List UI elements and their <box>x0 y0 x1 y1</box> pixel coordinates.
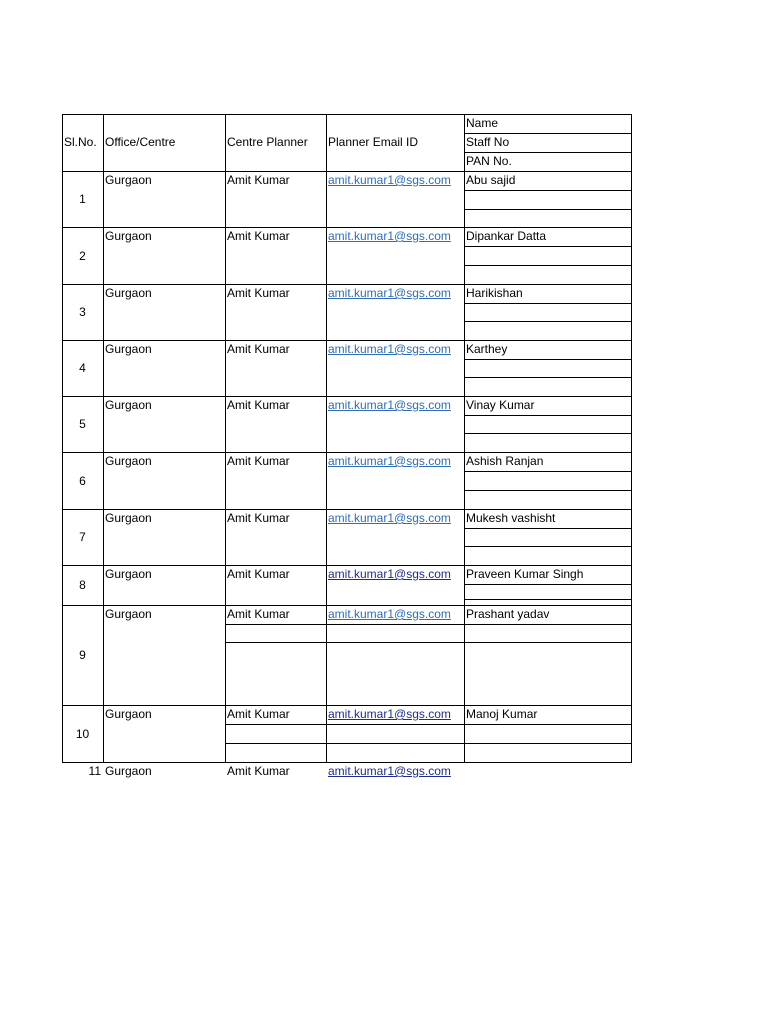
row-sub-line <box>464 642 632 643</box>
row-sub-line <box>464 471 632 472</box>
row-planner: Amit Kumar <box>227 173 290 187</box>
row-email-link[interactable]: amit.kumar1@sgs.com <box>328 173 451 187</box>
row-sl-no: 11 <box>88 764 101 778</box>
row-sub-line <box>326 624 465 625</box>
row-planner: Amit Kumar <box>227 229 290 243</box>
row-sub-line <box>464 528 632 529</box>
column-line <box>631 114 632 763</box>
header-planner: Centre Planner <box>227 135 308 149</box>
row-sub-line <box>225 724 327 725</box>
row-planner: Amit Kumar <box>227 454 290 468</box>
header-office: Office/Centre <box>105 135 176 149</box>
row-email-link[interactable]: amit.kumar1@sgs.com <box>328 707 451 721</box>
row-name: Praveen Kumar Singh <box>466 567 584 581</box>
row-planner: Amit Kumar <box>227 607 290 621</box>
row-office: Gurgaon <box>105 173 152 187</box>
row-sl-no: 7 <box>79 530 86 544</box>
row-sl-no: 9 <box>79 648 86 662</box>
row-email-link[interactable]: amit.kumar1@sgs.com <box>328 511 451 525</box>
row-name: Mukesh vashisht <box>466 511 556 525</box>
row-sub-line <box>464 743 632 744</box>
row-email-link[interactable]: amit.kumar1@sgs.com <box>328 454 451 468</box>
row-sub-line <box>464 377 632 378</box>
row-sub-line <box>464 265 632 266</box>
row-sub-line <box>225 743 327 744</box>
row-sub-line <box>225 624 327 625</box>
row-sl-no: 6 <box>79 474 86 488</box>
row-planner: Amit Kumar <box>227 764 290 778</box>
row-email-link[interactable]: amit.kumar1@sgs.com <box>328 607 451 621</box>
row-sub-line <box>464 624 632 625</box>
column-line <box>62 114 63 763</box>
row-email-link[interactable]: amit.kumar1@sgs.com <box>328 286 451 300</box>
table-bottom-line <box>62 762 632 763</box>
row-email-link[interactable]: amit.kumar1@sgs.com <box>328 229 451 243</box>
row-email-link[interactable]: amit.kumar1@sgs.com <box>328 764 451 778</box>
row-planner: Amit Kumar <box>227 511 290 525</box>
row-name: Abu sajid <box>466 173 516 187</box>
header-top-line <box>62 114 632 115</box>
row-sub-line <box>464 209 632 210</box>
row-planner: Amit Kumar <box>227 398 290 412</box>
row-sub-line <box>326 743 465 744</box>
row-sub-line <box>326 642 465 643</box>
row-sl-no: 1 <box>79 192 86 206</box>
row-email-link[interactable]: amit.kumar1@sgs.com <box>328 398 451 412</box>
header-sl-no: Sl.No. <box>64 135 97 149</box>
row-sub-line <box>326 724 465 725</box>
row-office: Gurgaon <box>105 398 152 412</box>
row-name: Ashish Ranjan <box>466 454 544 468</box>
row-planner: Amit Kumar <box>227 707 290 721</box>
row-office: Gurgaon <box>105 511 152 525</box>
column-line <box>103 114 104 763</box>
row-office: Gurgaon <box>105 342 152 356</box>
column-line <box>225 114 226 763</box>
row-sub-line <box>464 584 632 585</box>
row-sub-line <box>464 490 632 491</box>
row-sl-no: 5 <box>79 417 86 431</box>
row-name: Manoj Kumar <box>466 707 538 721</box>
row-sl-no: 2 <box>79 249 86 263</box>
row-sl-no: 3 <box>79 305 86 319</box>
row-sl-no: 8 <box>79 578 86 592</box>
row-sub-line <box>464 303 632 304</box>
row-office: Gurgaon <box>105 286 152 300</box>
row-planner: Amit Kumar <box>227 286 290 300</box>
row-office: Gurgaon <box>105 707 152 721</box>
row-office: Gurgaon <box>105 607 152 621</box>
row-sl-no: 4 <box>79 361 86 375</box>
column-line <box>464 114 465 763</box>
row-name: Vinay Kumar <box>466 398 535 412</box>
row-sub-line <box>464 546 632 547</box>
row-email-link[interactable]: amit.kumar1@sgs.com <box>328 342 451 356</box>
row-sub-line <box>464 321 632 322</box>
row-office: Gurgaon <box>105 454 152 468</box>
row-sub-line <box>464 246 632 247</box>
row-sl-no: 10 <box>75 727 90 741</box>
row-sub-line <box>464 433 632 434</box>
row-name: Dipankar Datta <box>466 229 547 243</box>
row-sub-line <box>464 190 632 191</box>
row-planner: Amit Kumar <box>227 567 290 581</box>
header-name: Name <box>466 116 499 130</box>
row-sub-line <box>464 359 632 360</box>
row-name: Karthey <box>466 342 508 356</box>
row-sub-line <box>464 599 632 600</box>
row-sub-line <box>464 415 632 416</box>
header-email: Planner Email ID <box>328 135 419 149</box>
row-office: Gurgaon <box>105 229 152 243</box>
row-sub-line <box>225 642 327 643</box>
row-planner: Amit Kumar <box>227 342 290 356</box>
row-name: Harikishan <box>466 286 523 300</box>
column-line <box>326 114 327 763</box>
header-staff-no: Staff No <box>466 135 510 149</box>
row-email-link[interactable]: amit.kumar1@sgs.com <box>328 567 451 581</box>
row-name: Prashant yadav <box>466 607 550 621</box>
row-sub-line <box>464 724 632 725</box>
row-office: Gurgaon <box>105 567 152 581</box>
row-office: Gurgaon <box>105 764 152 778</box>
header-pan-no: PAN No. <box>466 154 512 168</box>
